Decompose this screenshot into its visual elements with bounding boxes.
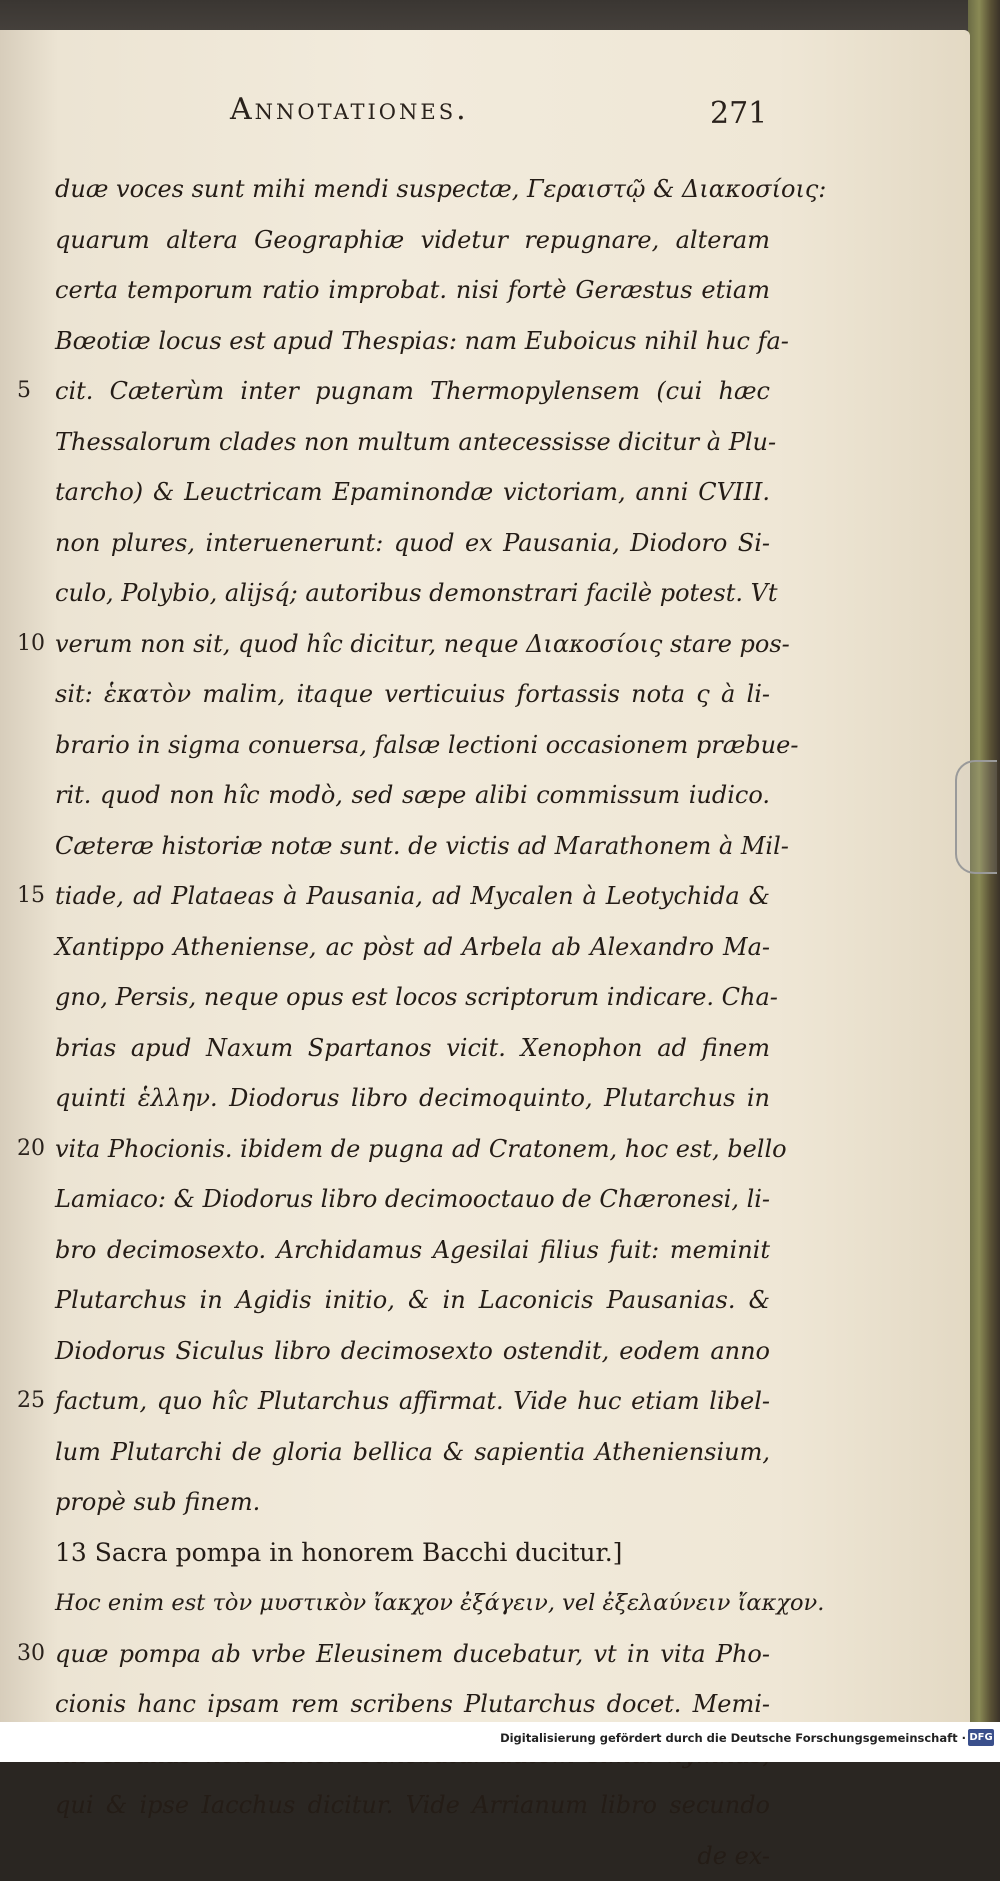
text-line <box>55 720 775 771</box>
bookmark-clip <box>955 760 997 874</box>
text-line <box>55 568 775 619</box>
text-line <box>55 619 775 670</box>
text-line <box>55 1073 775 1124</box>
text-line <box>55 467 775 518</box>
text-line <box>55 417 775 468</box>
digitization-footer <box>0 1722 1000 1762</box>
line-number: 25 <box>17 1376 51 1427</box>
line-text: gno, Persis, neque opus est locos scriptorum indicare. Cha- <box>55 972 770 1023</box>
line-text: quarum altera Geographiæ videtur repugnare, alteram <box>55 215 770 266</box>
line-text: Thessalorum clades non multum antecessisse dicitur à Plu- <box>55 417 770 468</box>
line-text: Bœotiæ locus est apud Thespias: nam Euboicus nihil huc fa- <box>55 316 770 367</box>
line-text: qui & ipse Iacchus dicitur. Vide Arrianum libro secundo <box>55 1780 770 1831</box>
text-line <box>55 1477 775 1528</box>
page-number: 271 <box>710 96 767 131</box>
text-line <box>55 265 775 316</box>
text-line <box>55 316 775 367</box>
line-text: Hoc enim est τὸν μυστικὸν ἴακχον ἐξάγειν, vel ἐξελαύνειν ἴακχον. <box>55 1578 770 1629</box>
text-line <box>55 1578 775 1629</box>
line-number: 30 <box>17 1629 51 1680</box>
line-text: quinti ἑλλην. Diodorus libro decimoquinto, Plutarchus in <box>55 1073 770 1124</box>
text-line <box>55 821 775 872</box>
text-line <box>55 1124 775 1175</box>
catchword: de ex- <box>55 1831 778 1881</box>
line-number: 5 <box>17 366 51 417</box>
line-text: culo, Polybio, alijsq́; autoribus demonstrari facilè potest. Vt <box>55 568 770 619</box>
annotation-text <box>55 164 775 1881</box>
lemma-heading: 13 Sacra pompa in honorem Bacchi ducitur.] <box>55 1528 770 1579</box>
text-line <box>55 922 775 973</box>
dfg-logo-icon: DFG <box>968 1729 994 1746</box>
line-number: 15 <box>17 871 51 922</box>
line-text: cit. Cæterùm inter pugnam Thermopylensem (cui hæc <box>55 366 770 417</box>
text-line <box>55 1376 775 1427</box>
text-line <box>55 1427 775 1478</box>
text-line <box>55 669 775 720</box>
line-text: rit. quod non hîc modò, sed sæpe alibi commissum iudico. <box>55 770 770 821</box>
line-text: propè sub finem. <box>55 1477 770 1528</box>
line-text: sit: ἑκατὸν malim, itaque verticuius fortassis nota ς à li- <box>55 669 770 720</box>
line-text: non plures, interuenerunt: quod ex Pausania, Diodoro Si- <box>55 518 770 569</box>
line-text: duæ voces sunt mihi mendi suspectæ, Γεραιστῷ & Διακοσίοις: <box>55 164 770 215</box>
text-line <box>55 164 775 215</box>
text-line <box>55 871 775 922</box>
text-line <box>55 215 775 266</box>
line-text: lum Plutarchi de gloria bellica & sapientia Atheniensium, <box>55 1427 770 1478</box>
line-text: verum non sit, quod hîc dicitur, neque Διακοσίοις stare pos- <box>55 619 770 670</box>
line-text: tarcho) & Leuctricam Epaminondæ victoriam, anni CVIII. <box>55 467 770 518</box>
line-text: Cæteræ historiæ notæ sunt. de victis ad Marathonem à Mil- <box>55 821 770 872</box>
text-line <box>55 1275 775 1326</box>
text-line <box>55 1174 775 1225</box>
text-line <box>55 1528 775 1579</box>
line-text: Plutarchus in Agidis initio, & in Laconicis Pausanias. & <box>55 1275 770 1326</box>
text-line <box>55 1780 775 1831</box>
line-text: bro decimosexto. Archidamus Agesilai filius fuit: meminit <box>55 1225 770 1276</box>
text-line <box>55 972 775 1023</box>
running-head: Annotationes. <box>230 92 770 127</box>
book-edge <box>968 0 1000 1762</box>
line-number: 10 <box>17 619 51 670</box>
line-text: quæ pompa ab vrbe Eleusinem ducebatur, vt in vita Pho- <box>55 1629 770 1680</box>
line-text: brias apud Naxum Spartanos vicit. Xenophon ad finem <box>55 1023 770 1074</box>
text-line <box>55 366 775 417</box>
line-text: Lamiaco: & Diodorus libro decimooctauo de Chæronesi, li- <box>55 1174 770 1225</box>
catchword-line <box>55 1831 775 1881</box>
book-page <box>0 30 970 1722</box>
text-line <box>55 1629 775 1680</box>
text-line <box>55 1023 775 1074</box>
line-text: cionis hanc ipsam rem scribens Plutarchus docet. Memi- <box>55 1679 770 1730</box>
line-text: Diodorus Siculus libro decimosexto ostendit, eodem anno <box>55 1326 770 1377</box>
text-line <box>55 1326 775 1377</box>
footer-credit: Digitalisierung gefördert durch die Deutsche Forschungsgemeinschaft · <box>500 1731 966 1745</box>
line-text: Xantippo Atheniense, ac pòst ad Arbela ab Alexandro Ma- <box>55 922 770 973</box>
text-line <box>55 518 775 569</box>
text-line <box>55 770 775 821</box>
line-text: brario in sigma conuersa, falsæ lectioni occasionem præbue- <box>55 720 770 771</box>
line-text: tiade, ad Plataeas à Pausania, ad Mycalen à Leotychida & <box>55 871 770 922</box>
text-line <box>55 1225 775 1276</box>
line-number: 20 <box>17 1124 51 1175</box>
line-text: factum, quo hîc Plutarchus affirmat. Vide huc etiam libel- <box>55 1376 770 1427</box>
line-text: vita Phocionis. ibidem de pugna ad Cratonem, hoc est, bello <box>55 1124 770 1175</box>
line-text: certa temporum ratio improbat. nisi fortè Geræstus etiam <box>55 265 770 316</box>
